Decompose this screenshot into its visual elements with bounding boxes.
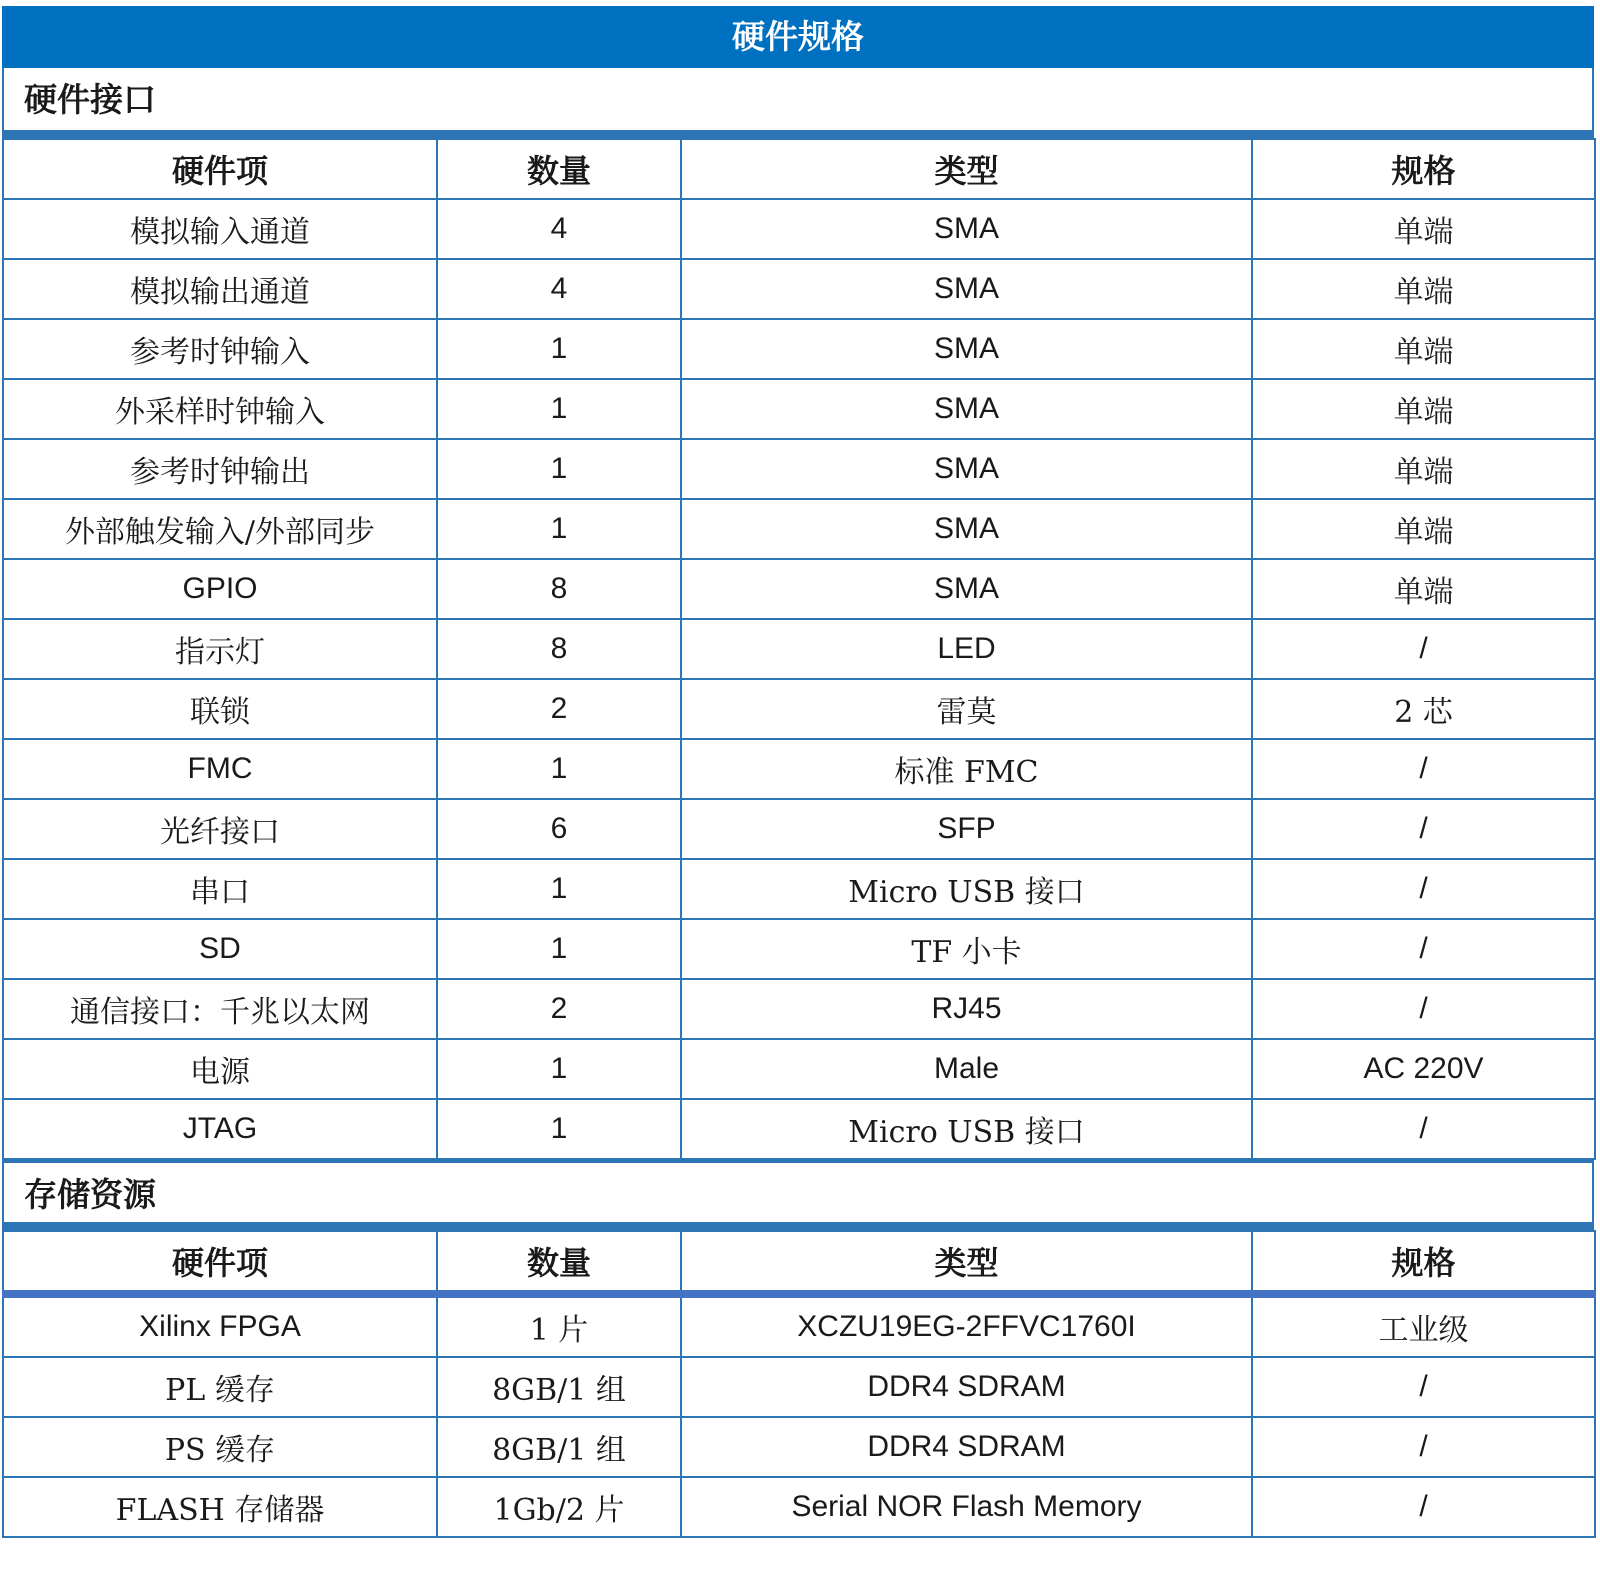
- cell-item: 串口: [3, 859, 437, 919]
- table-row: [3, 919, 1595, 979]
- table-row: [3, 979, 1595, 1039]
- table-row: [3, 1099, 1595, 1159]
- cell-type: Serial NOR Flash Memory: [681, 1477, 1252, 1537]
- table-header-row: [3, 139, 1595, 199]
- cell-quantity: 1: [437, 439, 681, 499]
- cell-spec: /: [1252, 619, 1595, 679]
- cell-quantity: 2: [437, 679, 681, 739]
- hardware-spec-sheet: [2, 6, 1594, 1538]
- table-row: [3, 1357, 1595, 1417]
- table-row: [3, 259, 1595, 319]
- cell-item: PS 缓存: [3, 1417, 437, 1477]
- cell-item: 通信接口：千兆以太网: [3, 979, 437, 1039]
- cell-spec: 单端: [1252, 559, 1595, 619]
- cell-spec: 单端: [1252, 259, 1595, 319]
- cell-item: 参考时钟输入: [3, 319, 437, 379]
- cell-quantity: 6: [437, 799, 681, 859]
- cell-item: FLASH 存储器: [3, 1477, 437, 1537]
- cell-type: LED: [681, 619, 1252, 679]
- column-header-spec: 规格: [1252, 1231, 1595, 1294]
- storage-table-body: [3, 1294, 1595, 1537]
- cell-item: 光纤接口: [3, 799, 437, 859]
- cell-spec: /: [1252, 1417, 1595, 1477]
- table-row: [3, 379, 1595, 439]
- cell-type: SMA: [681, 199, 1252, 259]
- cell-item: 指示灯: [3, 619, 437, 679]
- table-header-row: [3, 1231, 1595, 1294]
- table-row: [3, 199, 1595, 259]
- cell-item: 模拟输出通道: [3, 259, 437, 319]
- cell-type: SFP: [681, 799, 1252, 859]
- table-row: [3, 1039, 1595, 1099]
- cell-quantity: 1: [437, 739, 681, 799]
- cell-spec: 单端: [1252, 499, 1595, 559]
- cell-spec: /: [1252, 1099, 1595, 1159]
- cell-quantity: 8: [437, 559, 681, 619]
- table-row: [3, 1417, 1595, 1477]
- interfaces-table: [2, 138, 1596, 1160]
- column-header-spec: 规格: [1252, 139, 1595, 199]
- cell-spec: AC 220V: [1252, 1039, 1595, 1099]
- cell-item: Xilinx FPGA: [3, 1294, 437, 1357]
- cell-item: 联锁: [3, 679, 437, 739]
- cell-type: SMA: [681, 439, 1252, 499]
- table-row: [3, 739, 1595, 799]
- cell-type: SMA: [681, 379, 1252, 439]
- cell-quantity: 8: [437, 619, 681, 679]
- cell-item: JTAG: [3, 1099, 437, 1159]
- cell-spec: /: [1252, 979, 1595, 1039]
- table-row: [3, 619, 1595, 679]
- cell-type: TF 小卡: [681, 919, 1252, 979]
- cell-item: FMC: [3, 739, 437, 799]
- table-row: [3, 859, 1595, 919]
- cell-type: Male: [681, 1039, 1252, 1099]
- cell-spec: /: [1252, 859, 1595, 919]
- cell-quantity: 4: [437, 259, 681, 319]
- table-row: [3, 679, 1595, 739]
- column-header-quantity: 数量: [437, 1231, 681, 1294]
- cell-type: 雷莫: [681, 679, 1252, 739]
- table-row: [3, 319, 1595, 379]
- cell-item: PL 缓存: [3, 1357, 437, 1417]
- column-header-item: 硬件项: [3, 1231, 437, 1294]
- cell-item: 模拟输入通道: [3, 199, 437, 259]
- cell-quantity: 1 片: [437, 1294, 681, 1357]
- interfaces-table-body: [3, 199, 1595, 1159]
- cell-quantity: 1: [437, 319, 681, 379]
- table-row: [3, 499, 1595, 559]
- table-row: [3, 1294, 1595, 1357]
- cell-spec: /: [1252, 1477, 1595, 1537]
- column-header-item: 硬件项: [3, 139, 437, 199]
- cell-item: 外采样时钟输入: [3, 379, 437, 439]
- column-header-type: 类型: [681, 1231, 1252, 1294]
- cell-type: SMA: [681, 319, 1252, 379]
- cell-type: SMA: [681, 499, 1252, 559]
- cell-quantity: 1Gb/2 片: [437, 1477, 681, 1537]
- cell-spec: 2 芯: [1252, 679, 1595, 739]
- cell-quantity: 8GB/1 组: [437, 1357, 681, 1417]
- cell-item: 外部触发输入/外部同步: [3, 499, 437, 559]
- cell-type: Micro USB 接口: [681, 1099, 1252, 1159]
- cell-quantity: 8GB/1 组: [437, 1417, 681, 1477]
- cell-type: Micro USB 接口: [681, 859, 1252, 919]
- cell-quantity: 1: [437, 1039, 681, 1099]
- cell-spec: /: [1252, 799, 1595, 859]
- section-heading-interfaces: 硬件接口: [2, 68, 1594, 138]
- column-header-type: 类型: [681, 139, 1252, 199]
- cell-type: DDR4 SDRAM: [681, 1417, 1252, 1477]
- cell-type: RJ45: [681, 979, 1252, 1039]
- cell-spec: 单端: [1252, 439, 1595, 499]
- cell-quantity: 1: [437, 379, 681, 439]
- cell-spec: 单端: [1252, 199, 1595, 259]
- cell-quantity: 4: [437, 199, 681, 259]
- storage-table: [2, 1230, 1596, 1538]
- cell-spec: /: [1252, 1357, 1595, 1417]
- cell-quantity: 1: [437, 919, 681, 979]
- table-row: [3, 1477, 1595, 1537]
- table-row: [3, 559, 1595, 619]
- section-heading-storage: 存储资源: [2, 1160, 1594, 1230]
- page-title: 硬件规格: [2, 6, 1594, 68]
- cell-item: SD: [3, 919, 437, 979]
- cell-type: SMA: [681, 559, 1252, 619]
- cell-quantity: 1: [437, 1099, 681, 1159]
- cell-quantity: 1: [437, 859, 681, 919]
- cell-quantity: 1: [437, 499, 681, 559]
- cell-spec: 单端: [1252, 319, 1595, 379]
- cell-spec: /: [1252, 739, 1595, 799]
- cell-type: DDR4 SDRAM: [681, 1357, 1252, 1417]
- cell-quantity: 2: [437, 979, 681, 1039]
- cell-item: 电源: [3, 1039, 437, 1099]
- table-row: [3, 439, 1595, 499]
- cell-item: GPIO: [3, 559, 437, 619]
- table-row: [3, 799, 1595, 859]
- cell-type: SMA: [681, 259, 1252, 319]
- cell-spec: /: [1252, 919, 1595, 979]
- cell-type: 标准 FMC: [681, 739, 1252, 799]
- cell-item: 参考时钟输出: [3, 439, 437, 499]
- column-header-quantity: 数量: [437, 139, 681, 199]
- cell-spec: 单端: [1252, 379, 1595, 439]
- cell-type: XCZU19EG-2FFVC1760I: [681, 1294, 1252, 1357]
- cell-spec: 工业级: [1252, 1294, 1595, 1357]
